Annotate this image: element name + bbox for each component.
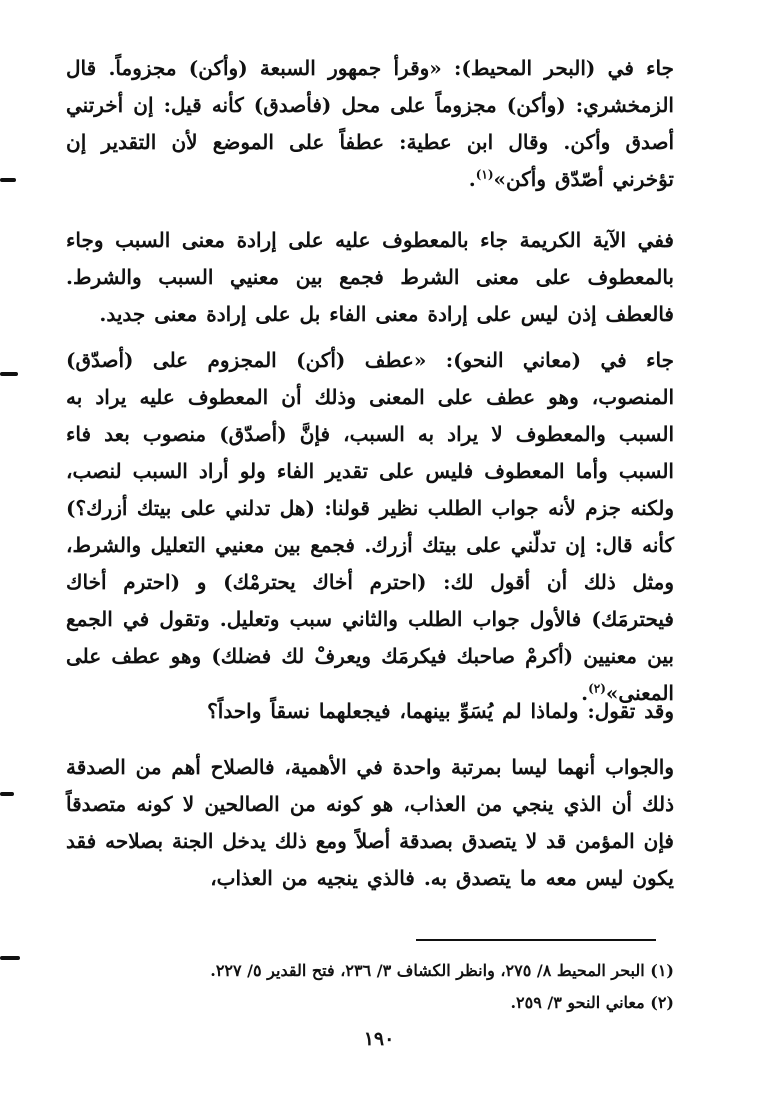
footnote-2: (٢) معاني النحو ٣/ ٢٥٩. [510, 993, 674, 1012]
paragraph-2-text: ففي الآية الكريمة جاء بالمعطوف عليه على إرادة معنى السبب وجاء بالمعطوف على معنى الشرط فجمع بين معنيي السبب والشرط. فالعطف إذن ليس على إرادة معنى الفاء بل على إرادة معنى جديد. [66, 228, 674, 326]
paragraph-2 [66, 222, 674, 333]
footnote-separator [416, 939, 656, 941]
paragraph-5 [66, 749, 674, 897]
paragraph-4 [66, 693, 674, 730]
footnote-1: (١) البحر المحيط ٨/ ٢٧٥، وانظر الكشاف ٣/ ٢٣٦، فتح القدير ٥/ ٢٢٧. [210, 961, 674, 980]
paragraph-3: جاء في (معاني النحو): «عطف (أكن) المجزوم على (أصدّق) المنصوب، وهو عطف على المعنى وذلك أن المعطوف عليه يراد به السبب والمعطوف لا يراد به السبب، فإنَّ (أصدّق) منصوب بعد فاء السبب وأما المعطوف فليس على تقدير الفاء ولو أراد السبب لنصب، ولكنه جزم لأنه جواب الطلب نظير قولنا: (هل تدلني على بيتك أزرك؟) كأنه قال: إن تدلّني على بيتك أزرك. فجمع بين معنيي التعليل والشرط، ومثل ذلك أن أقول لك: (احترم أخاك يحترمْك) و (احترم أخاك فيحترمَك) فالأول جواب الطلب والثاني سبب وتعليل. وتقول في الجمع بين معنيين (أكرمْ صاحبك فيكرمَك ويعرفْ لك فضلك) وهو عطف على المعنى»$^{(٢)}$. [66, 348, 674, 705]
footnote-mark-2: (٢) [588, 681, 606, 696]
paragraph-3-text: جاء في (معاني النحو): «عطف (أكن) المجزوم على (أصدّق) المنصوب، وهو عطف على المعنى وذلك أن المعطوف عليه يراد به السبب والمعطوف لا يراد به السبب، فإنَّ (أصدّق) منصوب بعد فاء السبب وأما المعطوف فليس على تقدير الفاء ولو أراد السبب لنصب، ولكنه جزم لأنه جواب الطلب نظير قولنا: (هل تدلني على بيتك أزرك؟) كأنه قال: إن تدلّني على بيتك أزرك. فجمع بين معنيي التعليل والشرط، ومثل ذلك أن أقول لك: (احترم أخاك يحترمْك) و (احترم أخاك فيحترمَك) فالأول جواب الطلب والثاني سبب وتعليل. وتقول في الجمع بين معنيين (أكرمْ صاحبك فيكرمَك ويعرفْ لك فضلك) وهو عطف على المعنى» [66, 348, 674, 705]
paragraph-4-text: وقد تقول: ولماذا لم يُسَوِّ بينهما، فيجعلهما نسقاً واحداً؟ [207, 699, 674, 723]
scan-edge-mark [0, 956, 20, 960]
paragraph-1-text: جاء في (البحر المحيط): «وقرأ جمهور السبعة (وأكن) مجزوماً. قال الزمخشري: (وأكن) مجزوماً على محل (فأصدق) كأنه قيل: إن أخرتني أصدق وأكن. وقال ابن عطية: عطفاً على الموضع لأن التقدير إن تؤخرني أصّدّق وأكن» [66, 56, 674, 191]
scan-edge-mark [0, 178, 16, 182]
scan-edge-mark [0, 372, 18, 376]
footnote-mark-1: (١) [475, 167, 494, 182]
page-number: ١٩٠ [363, 1028, 395, 1050]
paragraph-5-text: والجواب أنهما ليسا بمرتبة واحدة في الأهمية، فالصلاح أهم من الصدقة ذلك أن الذي ينجي من العذاب، هو كونه من الصالحين لا كونه متصدقاً فإن المؤمن قد لا يتصدق بصدقة أصلاً ومع ذلك يدخل الجنة بصلاحه فقد يكون ليس معه ما يتصدق به. فالذي ينجيه من العذاب، [66, 755, 674, 890]
paragraph-1: جاء في (البحر المحيط): «وقرأ جمهور السبعة (وأكن) مجزوماً. قال الزمخشري: (وأكن) مجزوماً على محل (فأصدق) كأنه قيل: إن أخرتني أصدق وأكن. وقال ابن عطية: عطفاً على الموضع لأن التقدير إن تؤخرني أصّدّق وأكن»$^{(١)}$. [66, 56, 674, 191]
footnotes [100, 955, 674, 1019]
scan-edge-mark [0, 792, 14, 796]
